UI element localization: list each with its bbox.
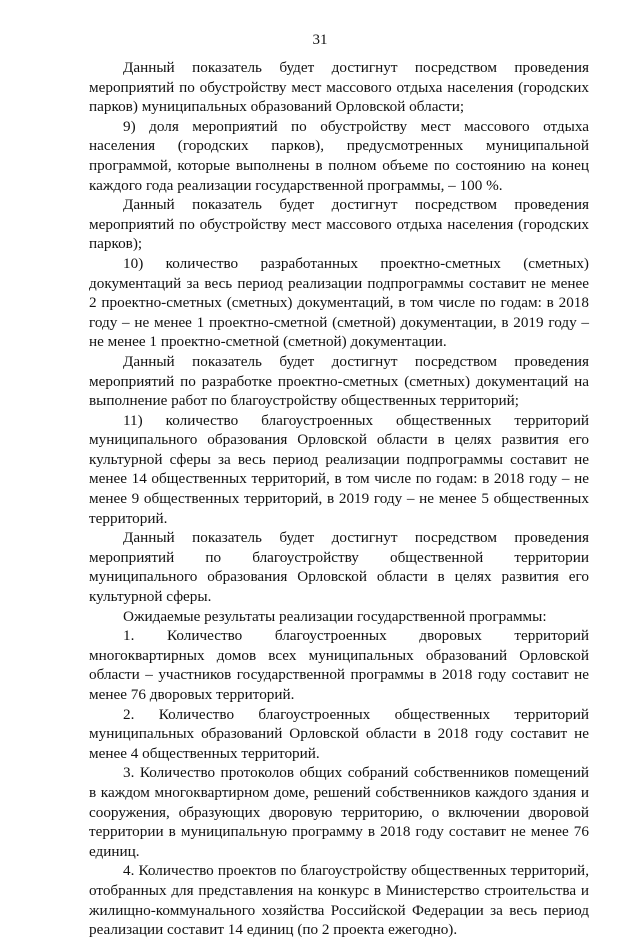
paragraph-indicator-8-note: Данный показатель будет достигнут посредством проведения мероприятий по обустройству мест массового отдыха населения (городских парков) муниципальных образований Орловской области; — [89, 59, 589, 116]
paragraph-indicator-9: 9) доля мероприятий по обустройству мест массового отдыха населения (городских парков), предусмотренных муниципальной программой, которые выполнены в полном объеме по состоянию на конец каждого года реализации государственной программы, – 100 %. — [89, 117, 589, 194]
paragraph-result-4: 4. Количество проектов по благоустройству общественных территорий, отобранных для представления на конкурс в Министерство строительства и жилищно-коммунального хозяйства Российской Федерации за весь период реализации составит 14 единиц (по 2 проекта ежегодно). — [89, 862, 589, 939]
paragraph-result-3: 3. Количество протоколов общих собраний собственников помещений в каждом многоквартирном доме, решений собственников каждого здания и сооружения, образующих дворовую территорию, о включении дворовой территории в муниципальную программу в 2018 году составит не менее 76 единиц. — [89, 764, 589, 860]
paragraph-result-2: 2. Количество благоустроенных общественных территорий муниципальных образований Орловской области в 2018 году составит не менее 4 общественных территорий. — [89, 705, 589, 762]
paragraph-expected-results-heading: Ожидаемые результаты реализации государственной программы: — [123, 607, 547, 625]
paragraph-indicator-10-note: Данный показатель будет достигнут посредством проведения мероприятий по разработке проектно-сметных (сметных) документаций на выполнение работ по благоустройству общественных территорий; — [89, 352, 589, 410]
paragraph-indicator-10: 10) количество разработанных проектно-сметных (сметных) документаций за весь период реализации подпрограммы составит не менее 2 проектно-сметных (сметных) документаций, в том числе по годам: в 2018 году – не менее 1 проектно-сметной (сметной) документации, в 2019 году – не менее 1 проектно-сметной (сметной) документации. — [89, 254, 589, 351]
paragraph-indicator-11: 11) количество благоустроенных общественных территорий муниципального образования Орловской области в целях развития его культурной сферы за весь период реализации подпрограммы составит не менее 14 общественных территорий, в том числе по годам: в 2018 году – не менее 9 общественных территорий, в 2019 году – не менее 5 общественных территорий. — [89, 411, 589, 527]
paragraph-result-1: 1. Количество благоустроенных дворовых территорий многоквартирных домов всех муниципальных образований Орловской области – участников государственной программы в 2018 году составит не менее 76 дворовых территорий. — [89, 627, 589, 703]
paragraph-indicator-9-note: Данный показатель будет достигнут посредством проведения мероприятий по обустройству мест массового отдыха населения (городских парков); — [89, 196, 589, 253]
page-number: 31 — [312, 32, 328, 48]
paragraph-indicator-11-note: Данный показатель будет достигнут посредством проведения мероприятий по благоустройству общественной территории муниципального образования Орловской области в целях развития его культурной сферы. — [89, 529, 589, 606]
document-body — [89, 58, 589, 940]
